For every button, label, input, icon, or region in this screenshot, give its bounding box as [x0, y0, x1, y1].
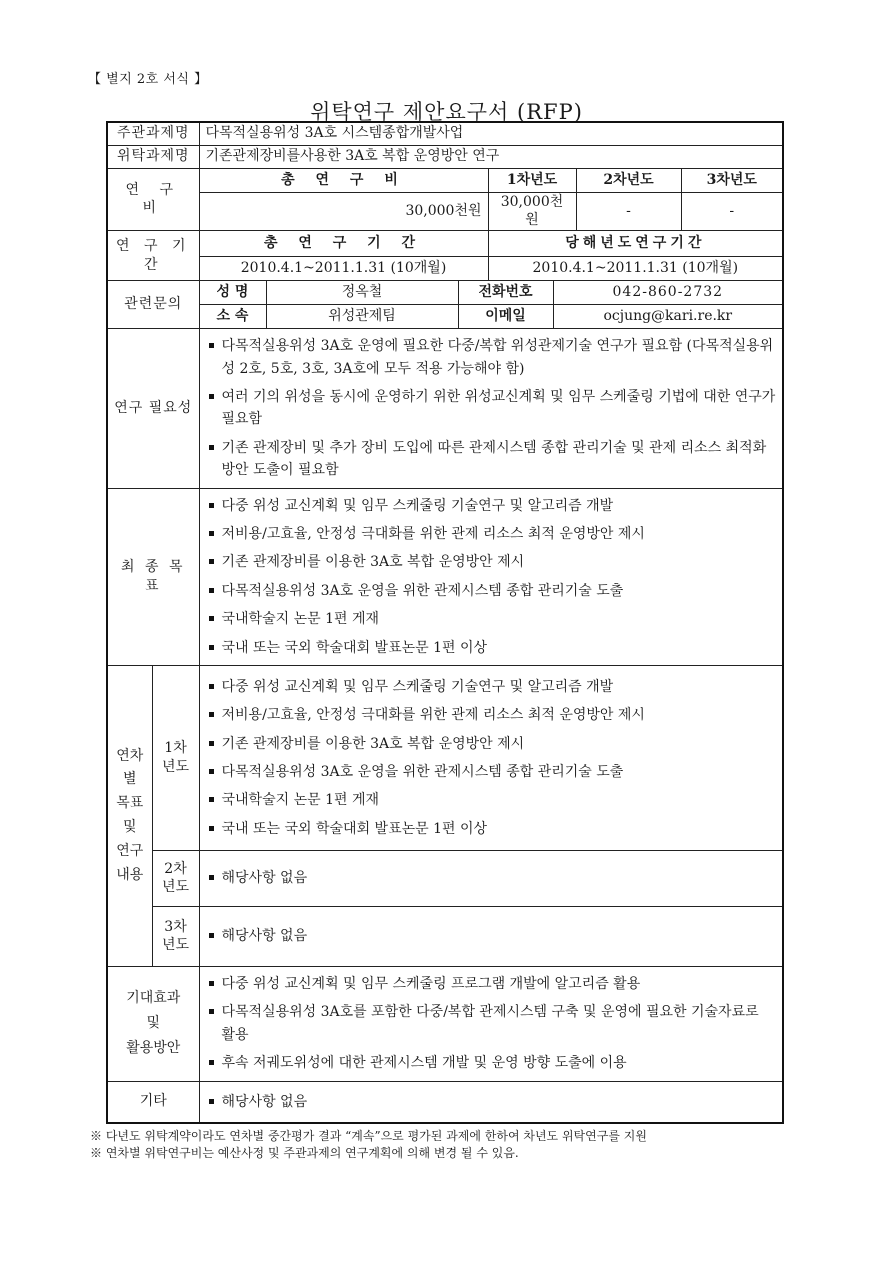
year2-item: 해당사항 없음	[206, 867, 777, 889]
year1-label-line: 1차	[164, 740, 187, 757]
yearly-label-line: 목표	[116, 795, 144, 812]
main-project-row	[107, 122, 783, 145]
etc-label: 기타	[107, 1081, 199, 1123]
year3-label-line: 년도	[161, 937, 190, 954]
document-title: 위탁연구 제안요구서 (RFP)	[310, 100, 583, 124]
effects-item: 다중 위성 교신계획 및 임무 스케줄링 프로그램 개발에 알고리즘 활용	[206, 973, 777, 995]
necessity-item: 여러 기의 위성을 동시에 운영하기 위한 위성교신계획 및 임무 스케줄링 기법에 대한 연구가 필요함	[206, 386, 777, 431]
final-goal-item: 기존 관제장비를 이용한 3A호 복합 운영방안 제시	[206, 551, 777, 573]
year3-label	[152, 906, 199, 966]
effects-label	[107, 966, 199, 1081]
yearly-year3-row	[107, 906, 783, 966]
year3-item: 해당사항 없음	[206, 925, 777, 947]
year1-item: 저비용/고효율, 안정성 극대화를 위한 관제 리소스 최적 운영방안 제시	[206, 704, 777, 726]
final-goal-item: 다목적실용위성 3A호 운영을 위한 관제시스템 종합 관리기술 도출	[206, 580, 777, 602]
year2-label-line: 년도	[161, 879, 190, 896]
contact-row-1	[107, 281, 783, 305]
final-goal-item: 국내학술지 논문 1편 게재	[206, 608, 777, 630]
form-label: 【 별지 2호 서식 】	[88, 72, 208, 87]
effects-content	[199, 966, 783, 1081]
year2-label	[152, 850, 199, 906]
necessity-item: 기존 관제장비 및 추가 장비 도입에 따른 관제시스템 종합 관리기술 및 관제 리소스 최적화 방안 도출이 필요함	[206, 437, 777, 482]
year2-label-line: 2차	[164, 860, 187, 877]
footnote-1: ※ 다년도 위탁계약이라도 연차별 중간평가 결과 “계속”으로 평가된 과제에 한하여 차년도 위탁연구를 지원	[90, 1129, 647, 1143]
footnotes	[90, 1128, 790, 1162]
final-goal-item: 다중 위성 교신계획 및 임무 스케줄링 기술연구 및 알고리즘 개발	[206, 495, 777, 517]
contact-email-label: 이메일	[458, 305, 553, 329]
year3-label-line: 3차	[164, 918, 187, 935]
rfp-table	[106, 121, 784, 1124]
final-goal-label: 최 종 목 표	[107, 488, 199, 665]
contact-label: 관련문의	[107, 281, 199, 329]
contact-email-value[interactable]: ocjung@kari.re.kr	[553, 305, 783, 329]
etc-content	[199, 1081, 783, 1123]
period-header-row	[107, 231, 783, 257]
budget-year3-header: 3차년도	[681, 168, 783, 192]
year2-content	[199, 850, 783, 906]
final-goal-content	[199, 488, 783, 665]
budget-year1-header: 1차년도	[488, 168, 576, 192]
year1-item: 국내학술지 논문 1편 게재	[206, 789, 777, 811]
yearly-label-line: 연차별	[116, 747, 144, 788]
contact-row-2	[107, 305, 783, 329]
effects-item: 후속 저궤도위성에 대한 관제시스템 개발 및 운영 방향 도출에 이용	[206, 1052, 777, 1074]
year1-content	[199, 665, 783, 850]
budget-year3-value: -	[681, 192, 783, 231]
footnote-2: ※ 연차별 위탁연구비는 예산사정 및 주관과제의 연구계획에 의해 변경 될 수 있음.	[90, 1145, 519, 1160]
etc-row	[107, 1081, 783, 1123]
year3-content	[199, 906, 783, 966]
effects-item: 다목적실용위성 3A호를 포함한 다중/복합 관제시스템 구축 및 운영에 필요한 기술자료로 활용	[206, 1001, 777, 1046]
necessity-row	[107, 329, 783, 488]
year1-item: 다목적실용위성 3A호 운영을 위한 관제시스템 종합 관리기술 도출	[206, 761, 777, 783]
budget-year1-value: 30,000천원	[488, 192, 576, 231]
consign-project-label: 위탁과제명	[107, 145, 199, 168]
contact-dept-value: 위성관제팀	[266, 305, 458, 329]
final-goal-item: 저비용/고효율, 안정성 극대화를 위한 관제 리소스 최적 운영방안 제시	[206, 523, 777, 545]
yearly-label-line: 및	[122, 818, 137, 835]
period-current-value: 2010.4.1~2011.1.31 (10개월)	[488, 257, 783, 281]
main-project-value: 다목적실용위성 3A호 시스템종합개발사업	[199, 122, 783, 145]
period-value-row	[107, 257, 783, 281]
necessity-label: 연구 필요성	[107, 329, 199, 488]
yearly-label-line: 내용	[116, 866, 144, 883]
consign-project-value: 기존관제장비를사용한 3A호 복합 운영방안 연구	[199, 145, 783, 168]
period-total-header: 총 연 구 기 간	[199, 231, 488, 257]
year1-label	[152, 665, 199, 850]
year1-item: 국내 또는 국외 학술대회 발표논문 1편 이상	[206, 818, 777, 840]
budget-label: 연 구 비	[107, 168, 199, 231]
budget-year2-value: -	[576, 192, 681, 231]
necessity-item: 다목적실용위성 3A호 운영에 필요한 다중/복합 위성관제기술 연구가 필요함 (다목적실용위성 2호, 5호, 3호, 3A호에 모두 적용 가능해야 함)	[206, 335, 777, 380]
effects-label-line: 기대효과	[126, 989, 181, 1006]
year1-label-line: 년도	[161, 758, 190, 775]
budget-value-row	[107, 192, 783, 231]
period-label: 연 구 기 간	[107, 231, 199, 281]
consign-project-row	[107, 145, 783, 168]
yearly-label	[107, 665, 152, 966]
effects-row	[107, 966, 783, 1081]
yearly-label-line: 연구	[116, 842, 144, 859]
budget-header-row	[107, 168, 783, 192]
budget-year2-header: 2차년도	[576, 168, 681, 192]
year1-item: 다중 위성 교신계획 및 임무 스케줄링 기술연구 및 알고리즘 개발	[206, 676, 777, 698]
yearly-year2-row	[107, 850, 783, 906]
final-goal-item: 국내 또는 국외 학술대회 발표논문 1편 이상	[206, 637, 777, 659]
contact-name-value: 정옥철	[266, 281, 458, 305]
period-total-value: 2010.4.1~2011.1.31 (10개월)	[199, 257, 488, 281]
contact-phone-label: 전화번호	[458, 281, 553, 305]
effects-label-line: 및	[146, 1015, 161, 1032]
budget-total-header: 총 연 구 비	[199, 168, 488, 192]
etc-item: 해당사항 없음	[206, 1091, 777, 1113]
year1-item: 기존 관제장비를 이용한 3A호 복합 운영방안 제시	[206, 733, 777, 755]
main-project-label: 주관과제명	[107, 122, 199, 145]
budget-total-value: 30,000천원	[199, 192, 488, 231]
contact-name-label: 성 명	[199, 281, 266, 305]
effects-label-line: 활용방안	[126, 1040, 181, 1057]
contact-phone-value: 042-860-2732	[553, 281, 783, 305]
contact-dept-label: 소 속	[199, 305, 266, 329]
final-goal-row	[107, 488, 783, 665]
period-current-header: 당해년도연구기간	[488, 231, 783, 257]
necessity-content	[199, 329, 783, 488]
yearly-year1-row	[107, 665, 783, 850]
